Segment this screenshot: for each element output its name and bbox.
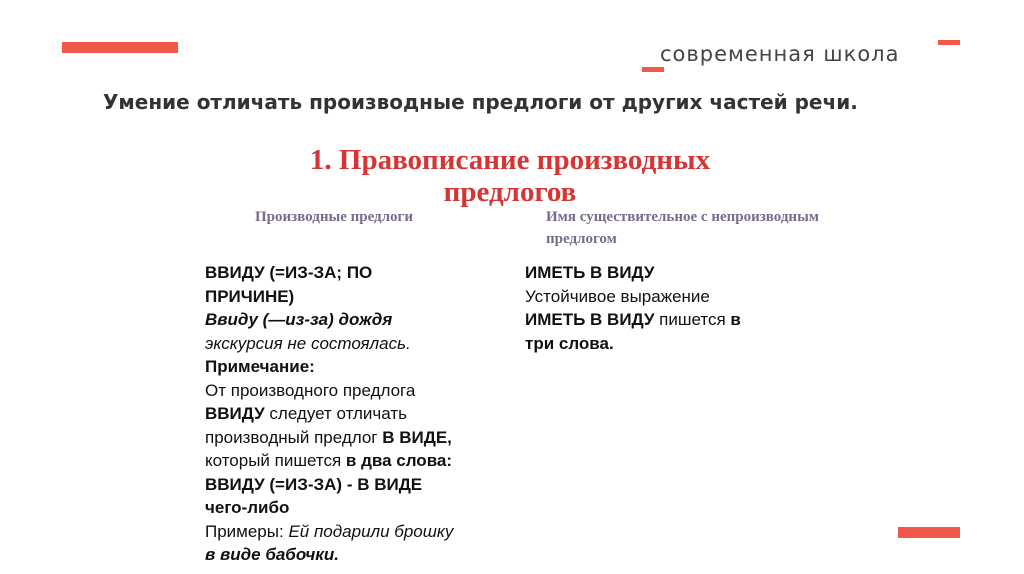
left-column-text — [205, 261, 535, 567]
slide-content-image — [200, 140, 830, 565]
image-title: 1. Правописание производных предлогов — [309, 144, 711, 208]
slide-subtitle: Умение отличать производные предлоги от других частей речи. — [103, 90, 858, 114]
text-line: ИМЕТЬ В ВИДУ — [525, 263, 655, 282]
text-span: пишется — [654, 310, 731, 329]
text-line: ВВИДУ (=ИЗ-ЗА) - В ВИДЕ — [205, 474, 423, 494]
text-span: В ВИДЕ, — [382, 427, 452, 447]
brand-logo-text: современная школа — [660, 42, 900, 66]
text-span: который пишется — [205, 451, 346, 470]
text-span: в два слова: — [345, 451, 453, 470]
text-line: в виде бабочки. — [205, 545, 340, 564]
text-span: производный предлог — [205, 427, 383, 447]
brand-accent-bar — [938, 40, 960, 45]
text-line: ВВИДУ (=ИЗ-ЗА; ПО — [205, 263, 373, 282]
text-line: Устойчивое выражение — [525, 286, 710, 306]
text-line — [205, 426, 535, 450]
text-line — [205, 449, 535, 473]
text-span: в — [730, 310, 741, 329]
right-column-text — [525, 261, 815, 355]
text-span: ВВИДУ — [205, 404, 265, 423]
text-span: Ей подарили брошку — [288, 521, 454, 541]
text-line: ПРИЧИНЕ) — [205, 286, 295, 306]
text-line — [205, 520, 535, 544]
text-span: ИМЕТЬ В ВИДУ — [525, 310, 655, 329]
decorative-bar-bottom-right — [898, 527, 960, 538]
brand-accent-bar — [642, 67, 664, 72]
text-span: Примеры: — [205, 521, 289, 541]
text-line: Примечание: — [205, 357, 315, 376]
text-line: чего-либо — [205, 498, 290, 517]
decorative-bar-top-left — [62, 42, 178, 53]
text-line — [205, 402, 535, 426]
text-line: экскурсия не состоялась. — [205, 333, 411, 353]
left-column-heading: Производные предлоги — [255, 209, 413, 225]
text-line: Ввиду (—из-за) дождя — [205, 310, 393, 329]
text-line: От производного предлога — [205, 380, 416, 400]
text-span: следует отличать — [264, 404, 408, 423]
text-line — [525, 308, 815, 332]
text-line: три слова. — [525, 333, 614, 353]
right-column-heading: Имя существительное с непроизводным предлогом — [546, 209, 819, 247]
